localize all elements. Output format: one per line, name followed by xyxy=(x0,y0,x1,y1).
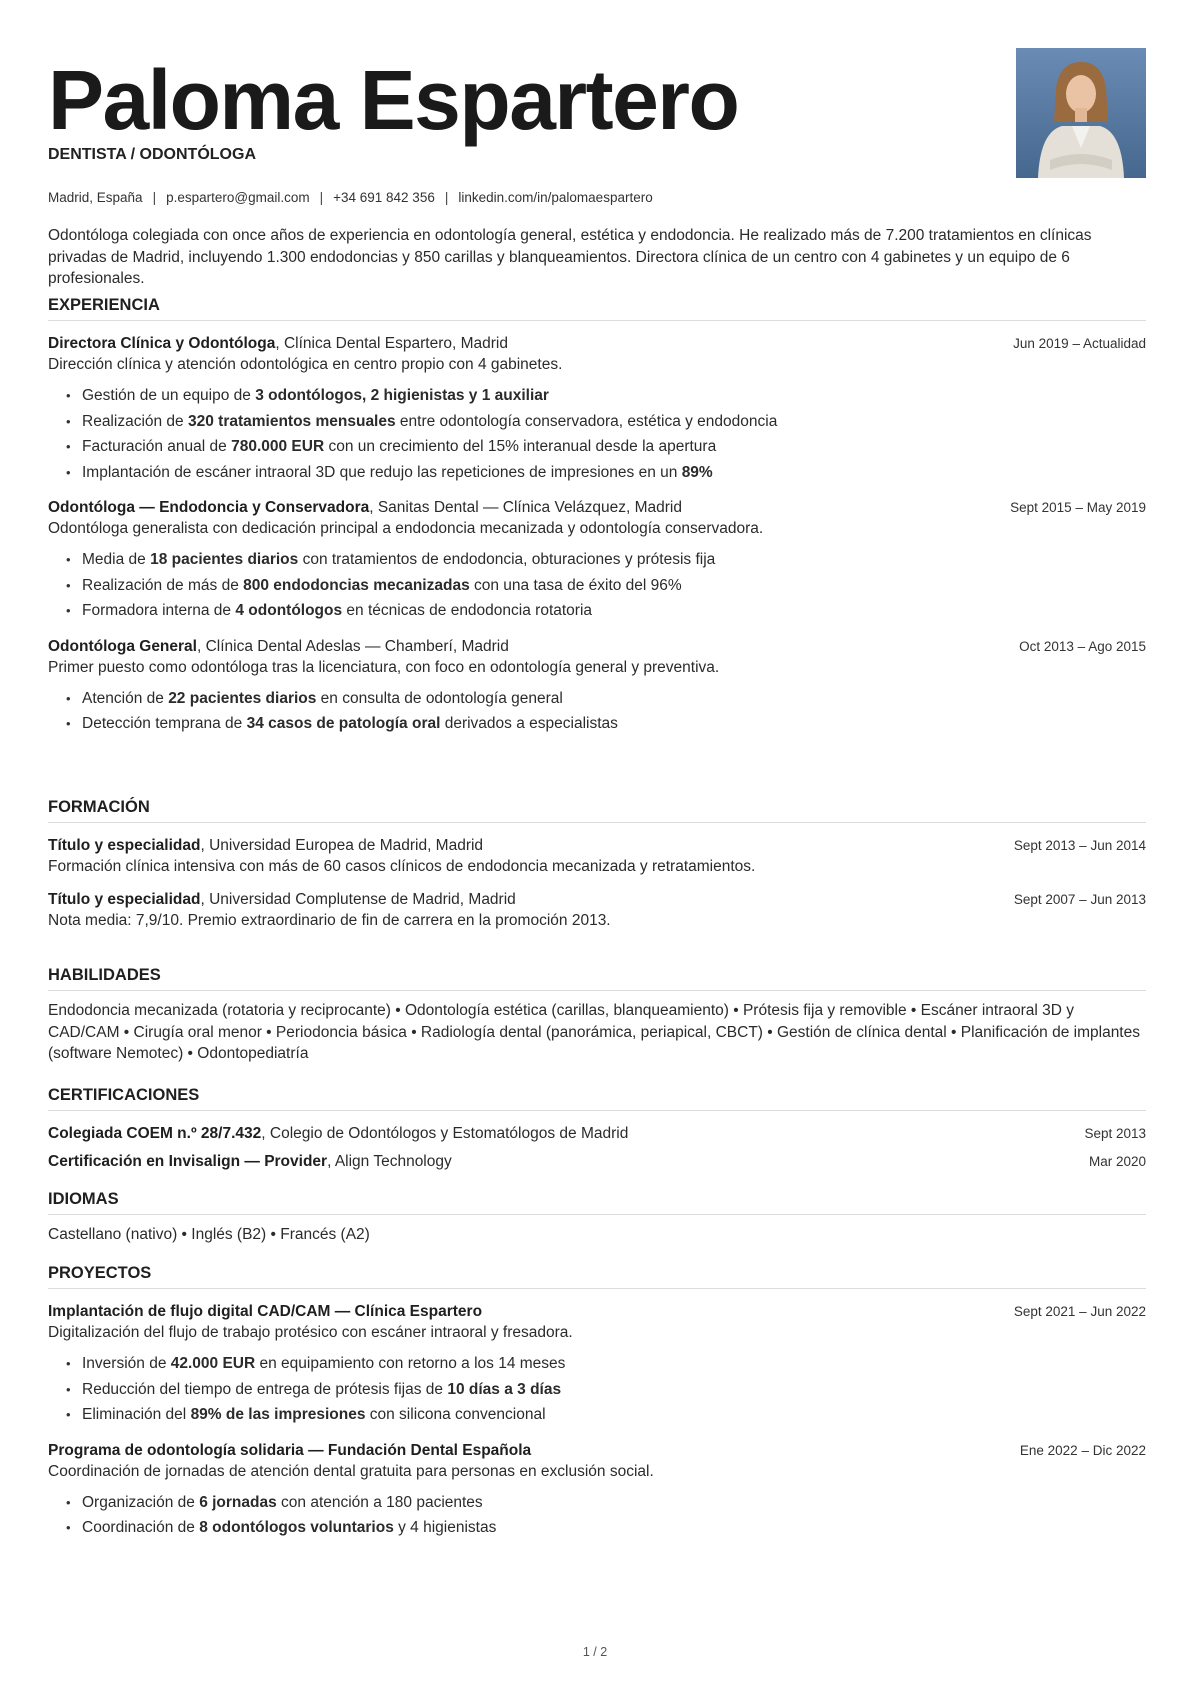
project-entry xyxy=(48,1440,1146,1541)
certification-name: Colegiada COEM n.º 28/7.432 xyxy=(48,1125,262,1142)
certifications-section xyxy=(48,1086,1146,1172)
projects-section xyxy=(48,1264,1146,1541)
contact-separator: | xyxy=(444,190,449,205)
entry-heading xyxy=(48,1440,1146,1461)
candidate-role: DENTISTA / ODONTÓLOGA xyxy=(48,146,256,163)
entry-description: Primer puesto como odontóloga tras la licenciatura, con foco en odontología general y preventiva. xyxy=(48,658,720,676)
entry-heading xyxy=(48,835,1146,856)
candidate-name: Paloma Espartero xyxy=(48,53,739,147)
education-entry xyxy=(48,835,1146,877)
entry-heading xyxy=(48,1301,1146,1322)
contact-email[interactable]: p.espartero@gmail.com xyxy=(166,190,310,205)
entry-date: Jun 2019 – Actualidad xyxy=(1013,336,1146,351)
issuer: , Align Technology xyxy=(327,1153,452,1170)
page-number: 1 / 2 xyxy=(582,1645,608,1659)
certification-entry xyxy=(48,1123,1146,1144)
entry-date: Oct 2013 – Ago 2015 xyxy=(1019,638,1146,654)
skills-list: Endodoncia mecanizada (rotatoria y reciprocante) • Odontología estética (carillas, blanqueamiento) • Prótesis fija y removible • Escáner intraoral 3D y CAD/CAM • Cirugía oral menor • Periodoncia básica • Radiología dental (panorámica, periapical, CBCT) • Gestión de clínica dental • Planificación de implantes (software Nemotec) • Odontopediatría xyxy=(48,1002,1140,1062)
experience-section xyxy=(48,296,1146,737)
achievement-item: • Facturación anual de 780.000 EUR con un crecimiento del 15% interanual desde la apertura xyxy=(66,434,1146,460)
profile-photo-image xyxy=(1016,48,1146,178)
institution: , Universidad Europea de Madrid, Madrid xyxy=(200,837,484,854)
achievement-item: • Inversión de 42.000 EUR en equipamiento con retorno a los 14 meses xyxy=(66,1351,1146,1377)
achievement-list xyxy=(48,547,1146,624)
certification-entry xyxy=(48,1151,1146,1172)
section-title: CERTIFICACIONES xyxy=(48,1086,1146,1111)
achievement-item: • Media de 18 pacientes diarios con tratamientos de endodoncia, obturaciones y prótesis fija xyxy=(66,547,1146,573)
contact-separator: | xyxy=(319,190,324,205)
contact-line xyxy=(48,190,653,205)
achievement-item: • Realización de 320 tratamientos mensuales entre odontología conservadora, estética y endodoncia xyxy=(66,409,1146,435)
entry-date: Sept 2007 – Jun 2013 xyxy=(1013,892,1146,907)
project-name: Implantación de flujo digital CAD/CAM — Clínica Espartero xyxy=(48,1303,483,1320)
education-section xyxy=(48,798,1146,931)
employer: , Clínica Dental Adeslas — Chamberí, Madrid xyxy=(196,637,509,655)
institution: , Universidad Complutense de Madrid, Madrid xyxy=(200,891,516,908)
achievement-list xyxy=(48,383,1146,485)
contact-separator: | xyxy=(152,190,157,205)
section-title: FORMACIÓN xyxy=(48,798,1146,823)
contact-phone[interactable]: +34 691 842 356 xyxy=(333,190,435,205)
entry-heading xyxy=(48,889,1146,910)
achievement-item: • Detección temprana de 34 casos de patología oral derivados a especialistas xyxy=(66,711,1146,737)
experience-entry xyxy=(48,497,1146,624)
experience-entry xyxy=(48,333,1146,485)
achievement-item: • Atención de 22 pacientes diarios en consulta de odontología general xyxy=(66,686,1146,712)
entry-description: Dirección clínica y atención odontológica en centro propio con 4 gabinetes. xyxy=(48,356,563,373)
achievement-list xyxy=(48,1351,1146,1428)
employer: , Clínica Dental Espartero, Madrid xyxy=(275,335,508,352)
entry-date: Sept 2013 xyxy=(1084,1126,1146,1141)
contact-location: Madrid, España xyxy=(48,190,143,205)
profile-photo xyxy=(1016,48,1146,178)
achievement-item: • Eliminación del 89% de las impresiones con silicona convencional xyxy=(66,1402,1146,1428)
achievement-item: • Formadora interna de 4 odontólogos en técnicas de endodoncia rotatoria xyxy=(66,598,1146,624)
section-title: EXPERIENCIA xyxy=(48,296,1146,321)
employer: , Sanitas Dental — Clínica Velázquez, Madrid xyxy=(369,499,682,516)
issuer: , Colegio de Odontólogos y Estomatólogos de Madrid xyxy=(261,1125,629,1142)
education-entry xyxy=(48,889,1146,931)
entry-description: Digitalización del flujo de trabajo protésico con escáner intraoral y fresadora. xyxy=(48,1324,573,1341)
resume-header xyxy=(48,0,1146,205)
project-entry xyxy=(48,1301,1146,1428)
experience-entry xyxy=(48,636,1146,737)
job-title: Directora Clínica y Odontóloga xyxy=(48,335,276,352)
section-title: IDIOMAS xyxy=(48,1190,1146,1215)
entry-date: Mar 2020 xyxy=(1088,1154,1146,1169)
achievement-item: • Coordinación de 8 odontólogos voluntarios y 4 higienistas xyxy=(66,1515,1146,1541)
entry-date: Sept 2021 – Jun 2022 xyxy=(1013,1304,1146,1319)
achievement-list xyxy=(48,1490,1146,1541)
achievement-item: • Realización de más de 800 endodoncias mecanizadas con una tasa de éxito del 96% xyxy=(66,573,1146,599)
contact-linkedin[interactable]: linkedin.com/in/palomaespartero xyxy=(458,190,653,205)
entry-heading xyxy=(48,1151,1146,1172)
achievement-item: • Reducción del tiempo de entrega de prótesis fijas de 10 días a 3 días xyxy=(66,1377,1146,1403)
languages-list: Castellano (nativo) • Inglés (B2) • Francés (A2) xyxy=(48,1226,370,1243)
achievement-item: • Organización de 6 jornadas con atención a 180 pacientes xyxy=(66,1490,1146,1516)
job-title: Odontóloga General xyxy=(48,637,197,655)
entry-date: Ene 2022 – Dic 2022 xyxy=(1019,1442,1146,1458)
job-title: Odontóloga — Endodoncia y Conservadora xyxy=(48,499,370,516)
entry-description: Nota media: 7,9/10. Premio extraordinario de fin de carrera en la promoción 2013. xyxy=(48,912,611,929)
languages-section xyxy=(48,1190,1146,1246)
professional-summary: Odontóloga colegiada con once años de experiencia en odontología general, estética y endodoncia. He realizado más de 7.200 tratamientos en clínicas privadas de Madrid, incluyendo 1.300 endodoncias y 850 carillas y blanqueamientos. Directora clínica de un centro con 4 gabinetes y un equipo de 6 profesionales. xyxy=(48,227,1092,287)
entry-description: Coordinación de jornadas de atención dental gratuita para personas en exclusión social. xyxy=(48,1462,654,1480)
achievement-list xyxy=(48,686,1146,737)
degree: Título y especialidad xyxy=(48,837,201,854)
entry-heading xyxy=(48,1123,1146,1144)
skills-section xyxy=(48,966,1146,1065)
project-name: Programa de odontología solidaria — Fundación Dental Española xyxy=(48,1441,532,1459)
entry-heading xyxy=(48,636,1146,657)
entry-date: Sept 2013 – Jun 2014 xyxy=(1013,838,1146,853)
entry-description: Formación clínica intensiva con más de 60 casos clínicos de endodoncia mecanizada y retratamientos. xyxy=(48,858,756,875)
degree: Título y especialidad xyxy=(48,891,201,908)
entry-description: Odontóloga generalista con dedicación principal a endodoncia mecanizada y odontología conservadora. xyxy=(48,520,764,537)
entry-heading xyxy=(48,497,1146,518)
resume-page xyxy=(48,0,1146,1536)
achievement-item: • Implantación de escáner intraoral 3D que redujo las repeticiones de impresiones en un 89% xyxy=(66,460,1146,486)
section-title: HABILIDADES xyxy=(48,966,1146,991)
section-title: PROYECTOS xyxy=(48,1264,1146,1289)
achievement-item: • Gestión de un equipo de 3 odontólogos, 2 higienistas y 1 auxiliar xyxy=(66,383,1146,409)
certification-name: Certificación en Invisalign — Provider xyxy=(48,1153,328,1170)
entry-heading xyxy=(48,333,1146,354)
entry-date: Sept 2015 – May 2019 xyxy=(1010,500,1146,515)
